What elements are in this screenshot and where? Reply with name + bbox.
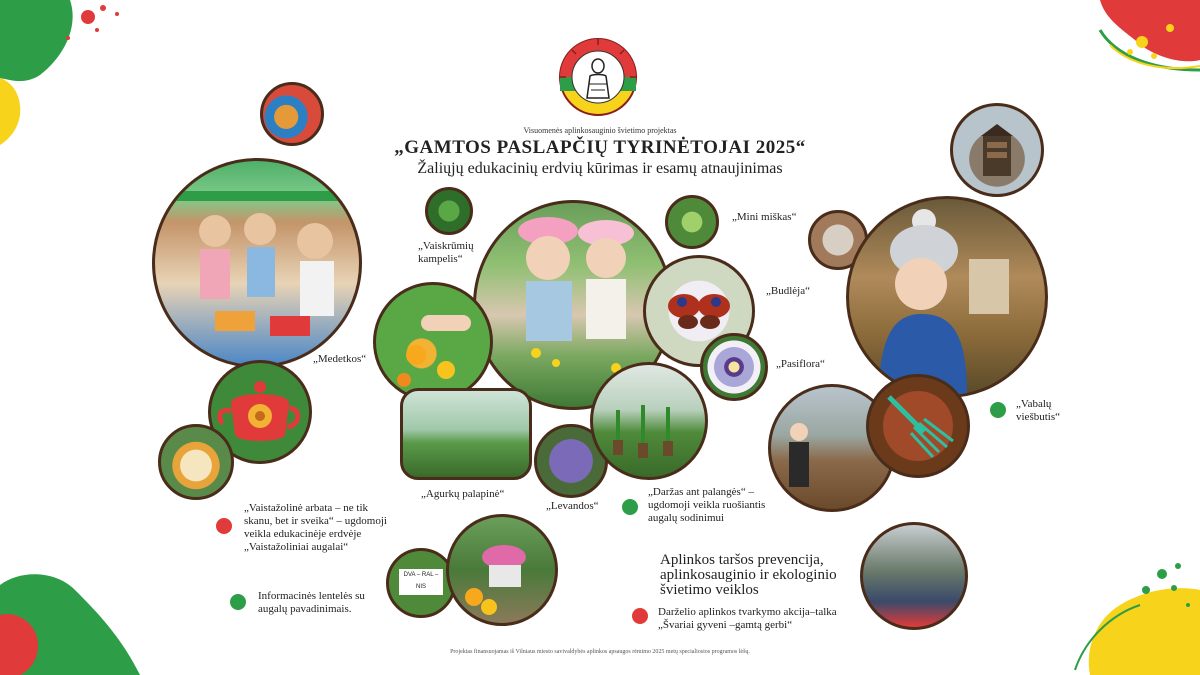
photo-windowsill-garden	[590, 362, 708, 480]
corner-decoration-top-left	[0, 0, 130, 150]
section-heading-pollution: Aplinkos taršos prevencija, aplinkosauginio ir ekologinio švietimo veiklos	[660, 552, 837, 598]
note-windowsill-garden: „Daržas ant palangės“ – ugdomoji veikla ruošiantis augalų sodinimui	[648, 486, 766, 524]
caption-vabalu: „Vabalų viešbutis“	[1016, 398, 1060, 423]
kindergarten-logo	[557, 36, 639, 118]
note-cleanup-action: Darželio aplinkos tvarkymo akcija–talka „Švariai gyveni –gamtą gerbi“	[658, 606, 837, 631]
photo-children-cleanup	[860, 522, 968, 630]
bullet-red-tvarkymo	[632, 608, 648, 624]
page-title: „GAMTOS PASLAPČIŲ TYRINĖTOJAI 2025“	[394, 137, 806, 158]
photo-marigolds	[373, 282, 493, 402]
photo-child-winter-hat	[846, 196, 1048, 398]
bullet-green-lenteles	[230, 594, 246, 610]
photo-mini-forest	[665, 195, 719, 249]
caption-vaiskrumiu: „Vaiskrūmių kampelis“	[418, 240, 474, 265]
project-type-label: Visuomenės aplinkosauginio švietimo projektas	[523, 126, 677, 135]
caption-mini-miskas: „Mini miškas“	[732, 211, 797, 223]
caption-pasiflora: „Pasiflora“	[776, 358, 825, 370]
photo-children-playhouse	[152, 158, 362, 368]
photo-shrubs	[425, 187, 473, 235]
note-info-signs: Informacinės lentelės su augalų pavadinimais.	[258, 590, 365, 615]
caption-agurku: „Agurkų palapinė“	[421, 488, 505, 500]
bullet-green-vabalu	[990, 402, 1006, 418]
photo-herbal-tea-jar	[158, 424, 234, 500]
corner-decoration-bottom-right	[1070, 560, 1200, 675]
photo-insect-hotel-tree	[950, 103, 1044, 197]
corner-decoration-top-right	[1090, 0, 1200, 80]
photo-flower-box	[446, 514, 558, 626]
note-herbal-tea: „Vaistažolinė arbata – ne tik skanu, bet ir sveika“ – ugdomoji veikla edukacinėje erdvėje „Vaistažoliniai augalai“	[244, 502, 387, 553]
bullet-red-arbata	[216, 518, 232, 534]
photo-green-rake	[866, 374, 970, 478]
photo-greenhouse	[400, 388, 532, 480]
photo-info-signs	[386, 548, 456, 618]
caption-medetkos: „Medetkos“	[313, 353, 367, 365]
bullet-green-darzas	[622, 499, 638, 515]
page-subtitle: Žaliųjų edukacinių erdvių kūrimas ir esamų atnaujinimas	[417, 160, 783, 177]
corner-decoration-bottom-left	[0, 565, 150, 675]
footer-funding: Projektas finansuojamas iš Vilniaus miesto savivaldybės aplinkos apsaugos rėmimo 2025 metų specialiosios programos lėšų.	[450, 649, 750, 655]
caption-budleja: „Budlėja“	[766, 285, 810, 297]
header	[360, 126, 840, 178]
caption-levandos: „Levandos“	[546, 500, 599, 512]
photo-tea-cups	[260, 82, 324, 146]
photo-passiflora	[700, 333, 768, 401]
info-sign-text: DVA – RAL – NIS	[399, 569, 443, 595]
